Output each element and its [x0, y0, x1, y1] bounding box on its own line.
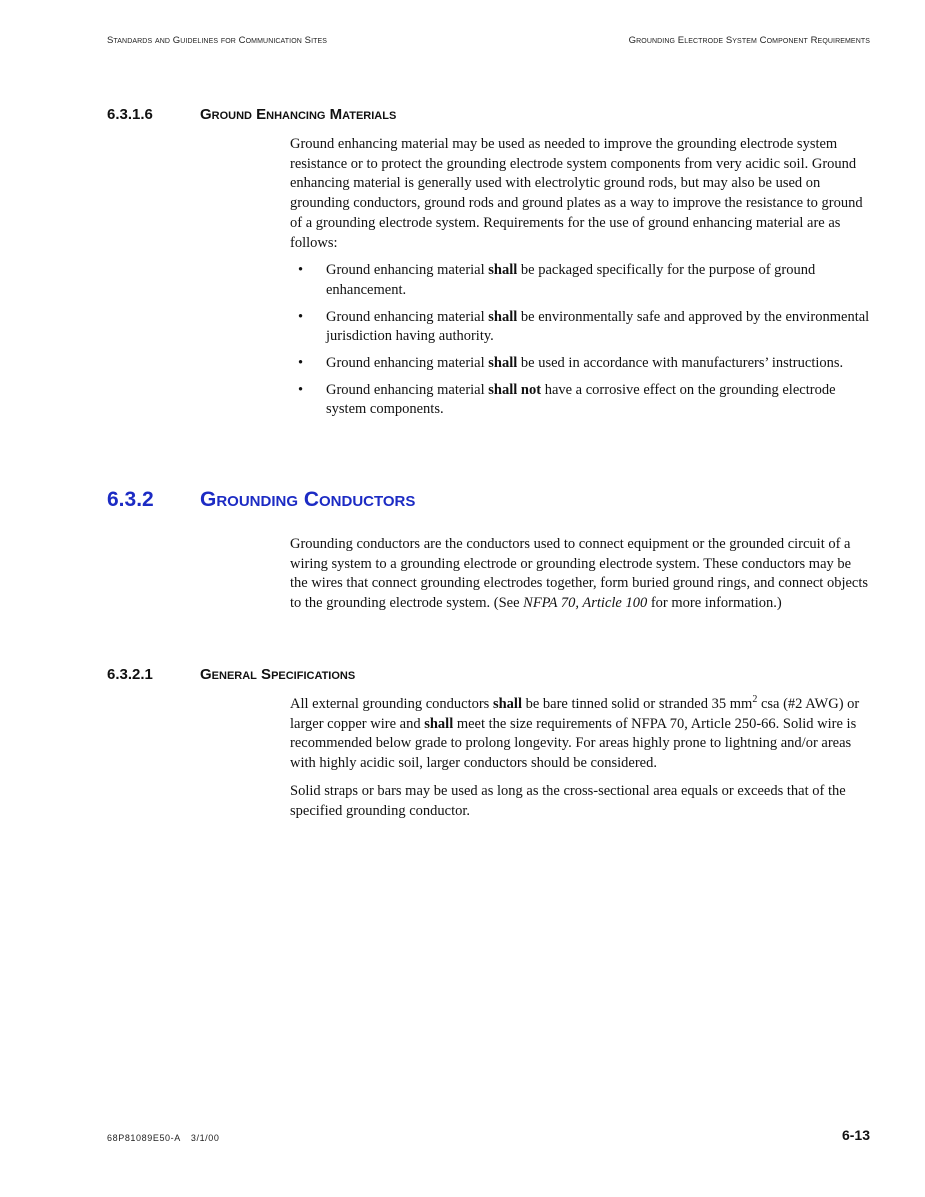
reference-citation: NFPA 70, Article 100 — [523, 595, 648, 612]
requirements-list — [290, 261, 870, 420]
document-id: 68P81089E50-A — [107, 1133, 181, 1143]
document-date: 3/1/00 — [190, 1133, 220, 1143]
running-header-left: Standards and Guidelines for Communication Sites — [107, 35, 328, 46]
list-item: • Ground enhancing material shall be used in accordance with manufacturers’ instructions. — [290, 354, 870, 374]
section-title: Grounding Conductors — [200, 488, 416, 511]
paragraph: Grounding conductors are the conductors used to connect equipment or the grounded circuit of a wiring system to a grounding electrode or grounding electrode system. These conductors may be the wires that connect grounding electrodes together, form buried ground rings, and connect objects to the grounding electrode system. (See NFPA 70, Article 100 for more information.) — [290, 536, 869, 612]
intro-paragraph: Ground enhancing material may be used as needed to improve the grounding electrode system resistance or to protect the grounding electrode system components from very acidic soil. Ground enhancing material is generally used with electrolytic ground rods, but may also be used on grounding conductors, ground rods and ground plates as a way to improve the resistance to ground of a grounding electrode system. Requirements for the use of ground enhancing material are as follows: — [290, 136, 863, 251]
paragraph: All external grounding conductors shall be bare tinned solid or stranded 35 $mm^2$ csa (#2 AWG) or larger copper wire and shall meet the size requirements of NFPA 70, Article 250-66. Solid wire is recommended below grade to prolong longevity. For areas highly prone to lightning and/or areas with highly acidic soil, larger conductors should be considered. — [290, 694, 860, 772]
bullet-icon: • — [298, 381, 304, 398]
section-number: 6.3.1.6 — [107, 106, 153, 123]
list-item: • Ground enhancing material shall be packaged specifically for the purpose of ground enhancement. — [298, 262, 816, 298]
heading-6-3-2-1 — [107, 666, 355, 683]
section-6-3-2-body — [290, 535, 870, 622]
section-6-3-1-6-body — [290, 135, 870, 427]
section-number: 6.3.2.1 — [107, 666, 153, 683]
bullet-icon: • — [298, 355, 304, 372]
list-item: • Ground enhancing material shall not have a corrosive effect on the grounding electrode system components. — [298, 381, 836, 418]
section-title: Ground Enhancing Materials — [200, 106, 397, 123]
page-number: 6-13 — [841, 1127, 870, 1143]
footer-doc-info — [107, 1133, 229, 1143]
section-title: General Specifications — [200, 666, 356, 683]
list-item: • Ground enhancing material shall be environmentally safe and approved by the environmental jurisdiction having authority. — [298, 308, 870, 345]
section-number: 6.3.2 — [107, 488, 154, 511]
heading-6-3-2 — [107, 488, 415, 512]
paragraph: Solid straps or bars may be used as long as the cross-sectional area equals or exceeds that of the specified grounding conductor. — [290, 782, 846, 819]
bullet-icon: • — [298, 308, 304, 325]
bullet-icon: • — [298, 262, 304, 279]
running-header-right: Grounding Electrode System Component Requirements — [628, 35, 870, 46]
section-6-3-2-1-body — [290, 695, 870, 829]
heading-6-3-1-6 — [107, 106, 396, 123]
